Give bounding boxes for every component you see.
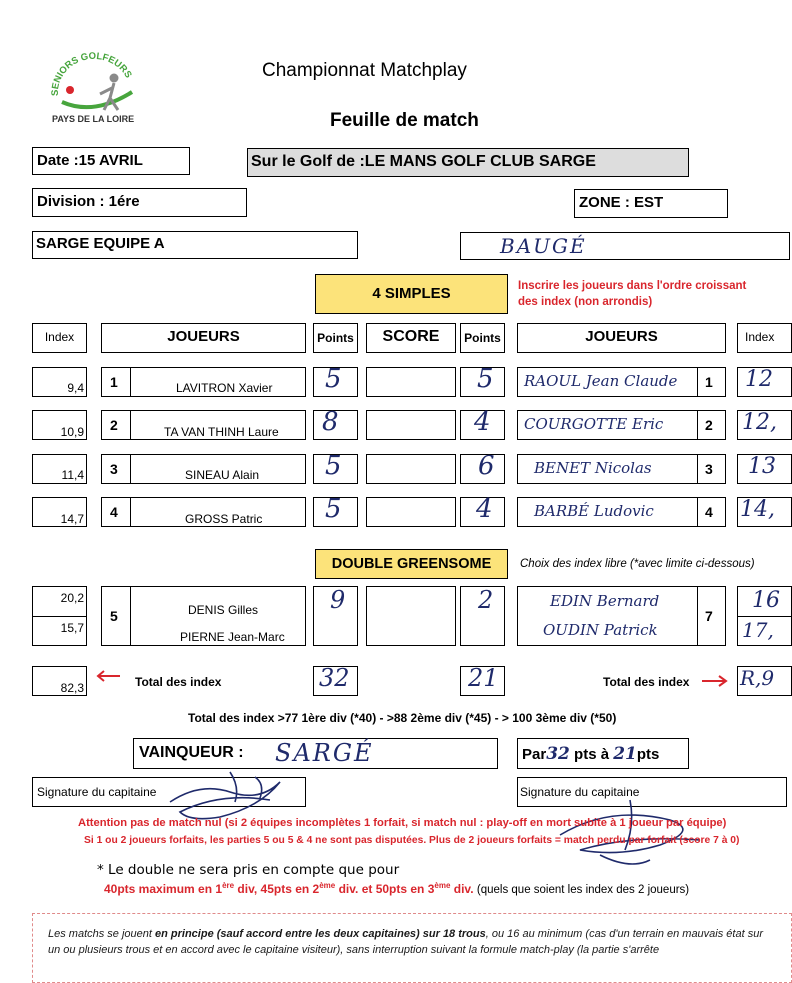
double-num-sep — [130, 586, 131, 646]
double-index-a2: 15,7 — [60, 621, 84, 635]
logo-top-text: SENIORS GOLFEURS — [49, 50, 134, 97]
row1-index-b: 12 — [745, 367, 773, 392]
double-num-b: 7 — [705, 608, 713, 624]
row3-num-b: 3 — [705, 461, 713, 477]
simples-note: Inscrire les joueurs dans l'ordre croissant des index (non arrondis) — [518, 280, 747, 308]
footer-p3: , ou 16 au minimum (cas d'un terrain en mauvais état sur un ou plusieurs trous et en accord avec le capitaine visiteur), sans interruption suivant la formule match-play (la partie s'arrête — [48, 928, 763, 956]
row1-player-b: RAOUL Jean Claude — [524, 372, 678, 390]
col-points-a: Points — [317, 331, 354, 345]
double-limit-d: div. — [450, 882, 474, 896]
double-player-a1: DENIS Gilles — [188, 603, 259, 617]
row3-points-b: 6 — [478, 451, 495, 481]
svg-text:SENIORS GOLFEURS — [50, 51, 134, 96]
row3-index-b: 13 — [748, 454, 776, 479]
row3-player-b: BENET Nicolas — [534, 459, 652, 477]
double-num: 5 — [110, 608, 118, 624]
row1-index-a: 9,4 — [67, 381, 84, 395]
row4-index-b: 14, — [740, 497, 775, 522]
total-index-label-a: Total des index — [135, 675, 222, 689]
double-note: Choix des index libre (*avec limite ci-dessous) — [520, 558, 755, 570]
par-points-b: 21 — [613, 744, 637, 764]
zone-field: ZONE : EST — [579, 194, 664, 211]
double-player-b2: OUDIN Patrick — [543, 621, 658, 639]
row3-num-sep — [130, 454, 131, 484]
double-player-b1: EDIN Bernard — [550, 592, 660, 610]
row4-index-a: 14,7 — [60, 512, 84, 526]
winner-value: SARGÉ — [275, 739, 374, 767]
row1-num-b: 1 — [705, 374, 713, 390]
double-points-b: 2 — [478, 586, 494, 614]
footer-text — [48, 926, 764, 958]
row3-num: 3 — [110, 461, 118, 477]
signature-b-label: Signature du capitaine — [520, 785, 640, 799]
double-limit-tail: (quels que soient les index des 2 joueurs) — [476, 884, 690, 896]
team-a-name: SARGE EQUIPE A — [36, 235, 165, 252]
logo-bottom-text: PAYS DE LA LOIRE — [52, 114, 135, 124]
double-limit-c-sup: ème — [434, 881, 451, 890]
double-index-a-sep — [32, 616, 87, 617]
row3-score-box — [366, 454, 456, 484]
par-points-a: 32 — [546, 744, 570, 764]
team-b-name: BAUGÉ — [500, 234, 587, 258]
row4-num-b-sep — [697, 497, 698, 527]
par-pts-label: pts — [636, 746, 660, 763]
signature-a-label: Signature du capitaine — [37, 785, 157, 799]
row1-player-a: LAVITRON Xavier — [176, 381, 273, 395]
simples-title: 4 SIMPLES — [372, 285, 451, 302]
double-index-b1: 16 — [752, 588, 780, 613]
page-title: Championnat Matchplay — [262, 60, 467, 81]
double-note-line: * Le double ne sera pris en compte que pour — [97, 862, 400, 878]
row3-points-a: 5 — [325, 451, 342, 481]
double-title: DOUBLE GREENSOME — [331, 556, 492, 572]
total-index-a: 82,3 — [60, 681, 84, 695]
row4-score-box — [366, 497, 456, 527]
double-limit-c: div. et 50pts en 3 — [335, 882, 435, 896]
row1-points-b: 5 — [477, 364, 494, 394]
par-label: Par — [522, 746, 547, 763]
row4-player-b: BARBÉ Ludovic — [534, 502, 654, 520]
total-index-b: R,9 — [740, 666, 775, 690]
division-field: Division : 1ére — [37, 193, 140, 210]
arrow-right-icon — [700, 675, 728, 687]
row1-num: 1 — [110, 374, 118, 390]
row4-num-sep — [130, 497, 131, 527]
row2-player-b: COURGOTTE Eric — [524, 415, 664, 433]
row2-num-b: 2 — [705, 417, 713, 433]
par-line — [522, 744, 659, 764]
double-player-a2: PIERNE Jean-Marc — [180, 630, 285, 644]
golf-field: Sur le Golf de :LE MANS GOLF CLUB SARGE — [251, 153, 596, 170]
row2-player-a: TA VAN THINH Laure — [164, 425, 279, 439]
total-index-label-b: Total des index — [603, 675, 690, 689]
double-limit-a: 40pts maximum en 1 — [104, 882, 223, 896]
footer-p1: Les matchs se jouent — [48, 928, 156, 940]
footer-p2: en principe (sauf accord entre les deux capitaines) sur 18 trous — [155, 928, 486, 940]
row3-player-a: SINEAU Alain — [185, 468, 260, 482]
col-score: SCORE — [382, 328, 440, 345]
warning-line-1: Attention pas de match nul (si 2 équipes incomplètes 1 forfait, si match nul : play-off en mort subite à 1 joueur par équipe) — [78, 817, 727, 829]
double-index-a1: 20,2 — [60, 591, 84, 605]
row2-points-b: 4 — [474, 407, 491, 437]
double-index-b2: 17, — [742, 618, 774, 642]
double-limits — [104, 881, 689, 896]
total-points-b: 21 — [468, 664, 499, 692]
index-rule: Total des index >77 1ère div (*40) - >88 2ème div (*45) - > 100 3ème div (*50) — [188, 711, 617, 725]
double-num-b-sep — [697, 586, 698, 646]
col-players: JOUEURS — [167, 328, 240, 345]
winner-label: VAINQUEUR : — [139, 744, 244, 761]
double-limit-a-sup: ère — [222, 881, 235, 890]
col-index-b: Index — [745, 330, 775, 344]
row4-num: 4 — [110, 504, 118, 520]
row2-num: 2 — [110, 417, 118, 433]
total-points-a: 32 — [319, 664, 350, 692]
double-points-a: 9 — [330, 586, 346, 614]
row2-score-box — [366, 410, 456, 440]
row2-index-b: 12, — [742, 410, 777, 435]
row2-index-a: 10,9 — [60, 425, 84, 439]
row1-score-box — [366, 367, 456, 397]
col-index: Index — [44, 330, 75, 344]
double-limit-b-sup: ème — [319, 881, 336, 890]
date-field: Date :15 AVRIL — [37, 152, 143, 169]
arrow-left-icon — [96, 670, 122, 682]
double-score-box — [366, 586, 456, 646]
row4-points-a: 5 — [325, 494, 342, 524]
row2-num-sep — [130, 410, 131, 440]
row2-points-a: 8 — [322, 407, 339, 437]
row1-num-b-sep — [697, 367, 698, 397]
row4-points-b: 4 — [476, 494, 493, 524]
row3-num-b-sep — [697, 454, 698, 484]
double-limit-b: div, 45pts en 2 — [234, 882, 320, 896]
page-subtitle: Feuille de match — [330, 110, 479, 131]
row4-player-a: GROSS Patric — [185, 512, 263, 526]
col-points-b: Points — [464, 331, 501, 345]
par-pts-a-label: pts à — [574, 746, 610, 763]
col-players-b: JOUEURS — [585, 328, 658, 345]
row4-num-b: 4 — [705, 504, 713, 520]
row3-index-a: 11,4 — [61, 468, 84, 482]
row1-points-a: 5 — [325, 364, 342, 394]
row2-num-b-sep — [697, 410, 698, 440]
warning-line-2: Si 1 ou 2 joueurs forfaits, les parties 5 ou 5 & 4 ne sont pas disputées. Plus de 2 joueurs forfaits = match perdu par forfait (score 7 à 0) — [84, 835, 740, 846]
row1-num-sep — [130, 367, 131, 397]
